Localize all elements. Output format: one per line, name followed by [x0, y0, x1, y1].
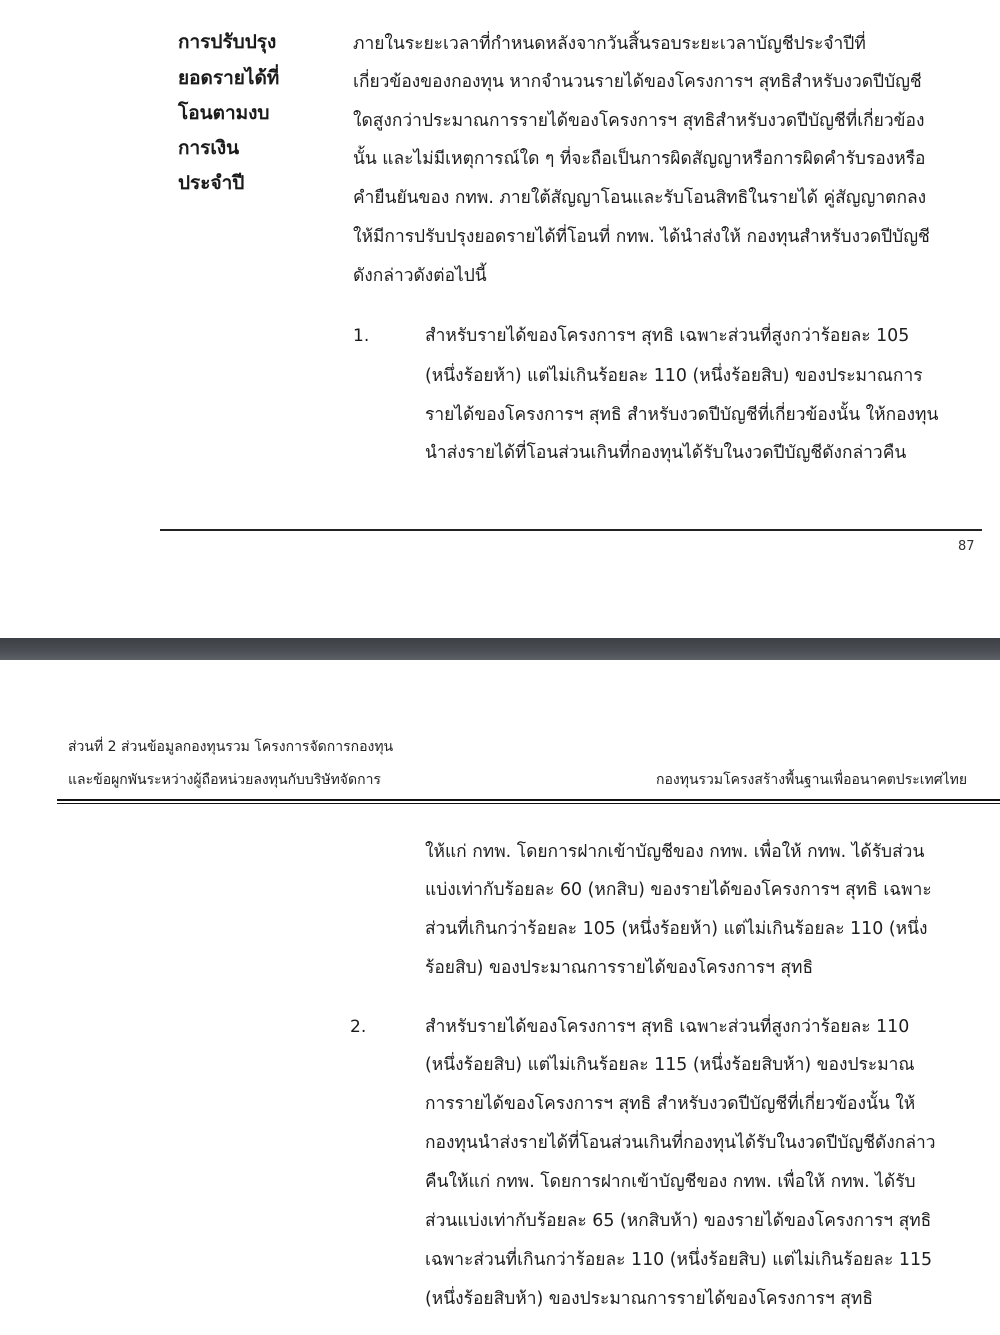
list-item-line: แบ่งเท่ากับร้อยละ 60 (หกสิบ) ของรายได้ของโครงการฯ สุทธิ เฉพาะ: [425, 880, 932, 900]
page-number: 87: [958, 539, 975, 554]
intro-paragraph-line: นั้น และไม่มีเหตุการณ์ใด ๆ ที่จะถือเป็นการผิดสัญญาหรือการผิดคำรับรองหรือ: [353, 149, 926, 169]
running-header-left: ส่วนที่ 2 ส่วนข้อมูลกองทุนรวม โครงการจัดการกองทุน: [68, 739, 394, 755]
section-heading-line: ยอดรายได้ที่: [178, 67, 280, 89]
list-item-line: (หนึ่งร้อยห้า) แต่ไม่เกินร้อยละ 110 (หนึ่งร้อยสิบ) ของประมาณการ: [425, 366, 923, 386]
section-heading-line: การเงิน: [178, 137, 240, 159]
list-item-line: (หนึ่งร้อยสิบห้า) ของประมาณการรายได้ของโครงการฯ สุทธิ: [425, 1289, 873, 1309]
list-item-line: กองทุนนำส่งรายได้ที่โอนส่วนเกินที่กองทุนได้รับในงวดปีบัญชีดังกล่าว: [425, 1133, 936, 1153]
list-item-line: คืนให้แก่ กทพ. โดยการฝากเข้าบัญชีของ กทพ. เพื่อให้ กทพ. ได้รับ: [425, 1172, 916, 1192]
running-header-right: กองทุนรวมโครงสร้างพื้นฐานเพื่ออนาคตประเทศไทย: [656, 772, 968, 788]
section-heading-line: การปรับปรุง: [178, 31, 277, 53]
intro-paragraph-line: เกี่ยวข้องของกองทุน หากจำนวนรายได้ของโครงการฯ สุทธิสำหรับงวดปีบัญชี: [353, 72, 922, 92]
list-item-line: เฉพาะส่วนที่เกินกว่าร้อยละ 110 (หนึ่งร้อยสิบ) แต่ไม่เกินร้อยละ 115: [425, 1250, 933, 1270]
intro-paragraph-line: ดังกล่าวดังต่อไปนี้: [353, 266, 487, 286]
header-divider: [57, 799, 1000, 801]
intro-paragraph-line: ใดสูงกว่าประมาณการรายได้ของโครงการฯ สุทธิสำหรับงวดปีบัญชีที่เกี่ยวข้อง: [353, 111, 925, 131]
intro-paragraph-line: ให้มีการปรับปรุงยอดรายได้ที่โอนที่ กทพ. ได้นำส่งให้ กองทุนสำหรับงวดปีบัญชี: [353, 227, 930, 247]
document-page-88: [0, 660, 1000, 1335]
list-item-line: ให้แก่ กทพ. โดยการฝากเข้าบัญชีของ กทพ. เพื่อให้ กทพ. ได้รับส่วน: [425, 842, 925, 862]
list-item-line: (หนึ่งร้อยสิบ) แต่ไม่เกินร้อยละ 115 (หนึ่งร้อยสิบห้า) ของประมาณ: [425, 1055, 915, 1075]
list-item-line: สำหรับรายได้ของโครงการฯ สุทธิ เฉพาะส่วนที่สูงกว่าร้อยละ 105: [425, 326, 910, 346]
footer-divider: [160, 529, 982, 531]
list-item-line: รายได้ของโครงการฯ สุทธิ สำหรับงวดปีบัญชีที่เกี่ยวข้องนั้น ให้กองทุน: [425, 405, 939, 425]
document-page-87: [0, 0, 1000, 638]
list-item-line: ส่วนที่เกินกว่าร้อยละ 105 (หนึ่งร้อยห้า) แต่ไม่เกินร้อยละ 110 (หนึ่ง: [425, 919, 928, 939]
list-item-line: สำหรับรายได้ของโครงการฯ สุทธิ เฉพาะส่วนที่สูงกว่าร้อยละ 110: [425, 1017, 910, 1037]
list-item-number: 1.: [353, 326, 370, 346]
list-item-number: 2.: [350, 1017, 367, 1037]
list-item-line: ส่วนแบ่งเท่ากับร้อยละ 65 (หกสิบห้า) ของรายได้ของโครงการฯ สุทธิ: [425, 1211, 932, 1231]
page-separator: [0, 638, 1000, 660]
section-heading-line: ประจำปี: [178, 172, 245, 194]
list-item-line: นำส่งรายได้ที่โอนส่วนเกินที่กองทุนได้รับในงวดปีบัญชีดังกล่าวคืน: [425, 443, 907, 463]
list-item-line: การรายได้ของโครงการฯ สุทธิ สำหรับงวดปีบัญชีที่เกี่ยวข้องนั้น ให้: [425, 1094, 916, 1114]
list-item-line: ร้อยสิบ) ของประมาณการรายได้ของโครงการฯ สุทธิ: [425, 958, 814, 978]
intro-paragraph-line: ภายในระยะเวลาที่กำหนดหลังจากวันสิ้นรอบระยะเวลาบัญชีประจำปีที่: [353, 34, 866, 54]
section-heading-line: โอนตามงบ: [178, 102, 270, 124]
running-header-left: และข้อผูกพันระหว่างผู้ถือหน่วยลงทุนกับบริษัทจัดการ: [68, 772, 381, 788]
header-divider: [57, 803, 1000, 804]
intro-paragraph-line: คำยืนยันของ กทพ. ภายใต้สัญญาโอนและรับโอนสิทธิในรายได้ คู่สัญญาตกลง: [353, 188, 927, 208]
